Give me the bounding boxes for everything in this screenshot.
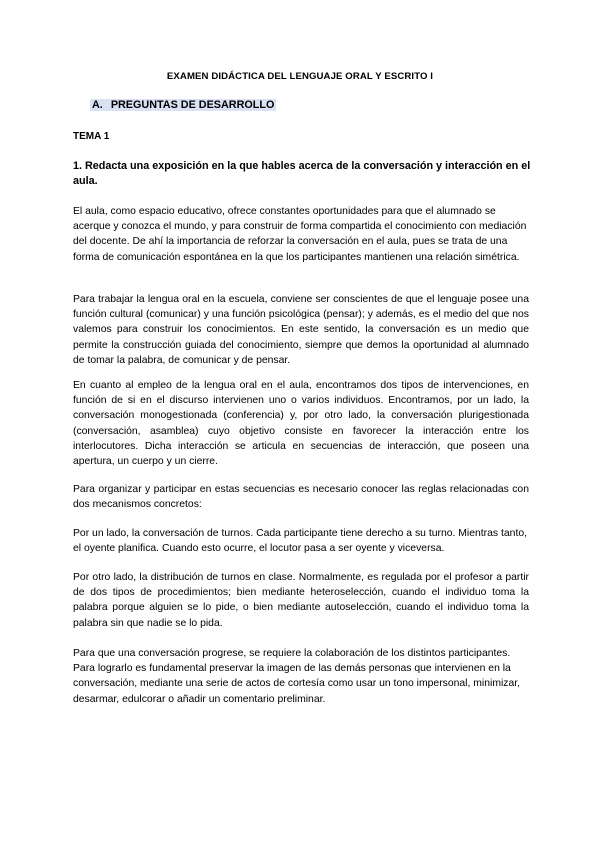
section-highlight xyxy=(90,99,276,111)
section-number: A. xyxy=(92,99,103,111)
paragraph-4: Para organizar y participar en estas secuencias es necesario conocer las reglas relacionadas con dos mecanismos concretos: xyxy=(73,484,529,511)
paragraph-7: Para que una conversación progrese, se requiere la colaboración de los distintos participantes. Para lograrlo es fundamental preservar la imagen de las demás personas que intervienen en la conversación, mediante una serie de actos de cortesía como usar un tono impersonal, minimizar, desarmar, edulcorar o añadir un comentario preliminar. xyxy=(73,648,521,705)
document-title: EXAMEN DIDÁCTICA DEL LENGUAJE ORAL Y ESCRITO I xyxy=(166,71,434,82)
section-heading xyxy=(90,99,276,111)
paragraph-2: Para trabajar la lengua oral en la escuela, conviene ser conscientes de que el lenguaje posee una función cultural (comunicar) y una función psicológica (pensar); y además, es el medio del que nos valemos para construir los conocimientos. En este sentido, la conversación es un medio que permite la construcción guiada del conocimiento, siempre que demos la oportunidad al alumnado de tomar la palabra, de comunicar y de pensar. xyxy=(73,294,529,366)
question-heading: 1. Redacta una exposición en la que hables acerca de la conversación y interacción en el aula. xyxy=(73,160,531,187)
paragraph-1: El aula, como espacio educativo, ofrece constantes oportunidades para que el alumnado se acerque y conozca el mundo, y para construir de forma compartida el conocimiento con mediación del docente. De ahí la importancia de reforzar la conversación en el aula, pues se trata de una forma de comunicación espontánea en la que los participantes mantienen una relación simétrica. xyxy=(73,206,527,263)
tema-heading: TEMA 1 xyxy=(73,131,110,142)
paragraph-6: Por otro lado, la distribución de turnos en clase. Normalmente, es regulada por el profesor a partir de dos tipos de procedimientos; bien mediante heteroselección, cuando el individuo toma la palabra porque alguien se lo pide, o bien mediante autoselección, cuando el individuo toma la palabra sin que nadie se lo pida. xyxy=(73,572,529,629)
section-label: PREGUNTAS DE DESARROLLO xyxy=(110,99,275,111)
paragraph-3: En cuanto al empleo de la lengua oral en el aula, encontramos dos tipos de intervenciones, en función de si en el discurso intervienen uno o varios individuos. Encontramos, por un lado, la conversación monogestionada (conferencia) y, por otro lado, la conversación plurigestionada (conversación, asamblea) cuyo objetivo consiste en favorecer la interacción entre los interlocutores. Dicha interacción se articula en secuencias de interacción, que poseen una apertura, un cuerpo y un cierre. xyxy=(73,380,529,468)
paragraph-5: Por un lado, la conversación de turnos. Cada participante tiene derecho a su turno. Mientras tanto, el oyente planifica. Cuando esto ocurre, el locutor pasa a ser oyente y viceversa. xyxy=(73,528,527,555)
